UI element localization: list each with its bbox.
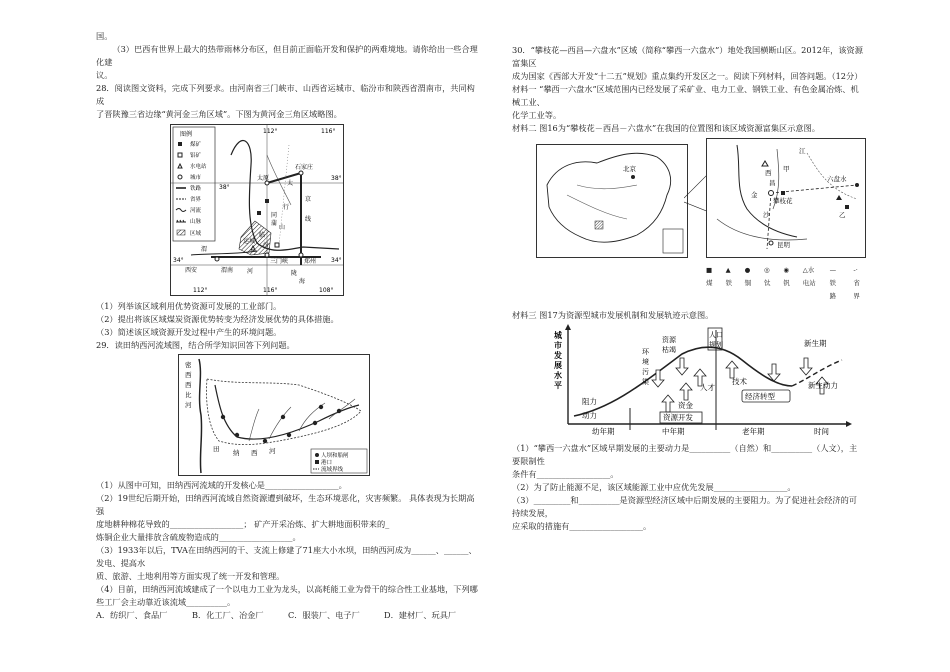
legend-item: 煤矿 — [190, 142, 202, 148]
beijing-marker — [631, 175, 635, 179]
q29-question: （3）1933年以后，TVA在田纳西河的干、支流上修建了71座大小水坝，田纳西河成为______、______、发电、提高水 — [96, 545, 477, 568]
q29-question: （4）目前，田纳西河流域建成了一个以电力工业为龙头，以高耗能工业为骨干的综合性工业基地，下列哪 — [96, 584, 478, 594]
coal-marker — [265, 199, 269, 203]
river — [577, 185, 637, 189]
material-1: 化学工业等。 — [512, 110, 562, 120]
map-label: 西 — [251, 449, 258, 457]
lon-label: 116° — [263, 287, 278, 294]
legend-label: 钒 — [783, 279, 790, 287]
chart-label: 枯竭 — [662, 346, 676, 354]
coal-icon — [178, 142, 182, 146]
q28-question: （3）简述该区域资源开发过程中产生的环境问题。 — [96, 327, 282, 337]
china-location-map — [536, 144, 688, 258]
city-marker — [265, 253, 269, 257]
city-label: 渭南 — [221, 267, 234, 274]
legend-item: 铝矿 — [190, 153, 202, 159]
legend-row — [706, 264, 864, 303]
port-icon — [315, 460, 319, 464]
resource-region-map-svg — [707, 139, 865, 257]
chart-label: 动力 — [582, 411, 597, 420]
yellow-river-map — [170, 124, 344, 296]
q28-question: （1）列举该区域利用优势资源可发展的工业部门。 — [96, 301, 282, 311]
map-label: 渭 — [201, 246, 208, 253]
jinsha-river — [737, 145, 797, 237]
lon-label: 116° — [321, 128, 336, 135]
lat-label: 34° — [173, 257, 184, 264]
city-label: 郑州 — [304, 258, 317, 265]
city-label: 北京 — [623, 165, 636, 173]
legend-label: 水电站 — [802, 266, 816, 287]
map-label: 西 — [185, 371, 192, 379]
q30-question: （1）“攀西一六盘水”区域早期发展的主要动力是__________（自然）和__________（人文），主要限制性 — [512, 443, 858, 466]
aluminum-marker — [275, 243, 279, 247]
river — [567, 195, 627, 219]
map-label: 蒲 — [271, 220, 278, 227]
yellow-river-map-svg — [171, 125, 343, 295]
chart-label: 新生期 — [804, 339, 827, 348]
y-axis-label — [553, 330, 563, 390]
city-marker — [299, 171, 303, 175]
map-label: 太 — [287, 180, 294, 187]
map-label: 汾 — [263, 242, 270, 249]
chart-label: 经济转型 — [745, 392, 775, 401]
legend-item: 水电站 — [190, 164, 207, 170]
text-line: 议。 — [96, 70, 113, 80]
map-label: 临 — [259, 232, 266, 239]
map-label: 沙 — [763, 211, 770, 219]
chart-label: 环 — [642, 348, 649, 356]
map-label: 甲 — [783, 165, 790, 173]
text-line: 国。 — [96, 31, 113, 41]
left-column — [96, 30, 478, 622]
legend-item: ▲铁 — [725, 266, 733, 287]
city-marker — [215, 257, 219, 261]
city-marker — [855, 183, 859, 187]
city-label: 昆明 — [777, 241, 790, 249]
y-axis-char: 展 — [554, 361, 562, 370]
city-label: 太原 — [257, 175, 270, 182]
lat-label: 38° — [331, 175, 342, 182]
q30-intro: 成为国家《西部大开发“十二五”规划》重点集约开发区之一。阅读下列材料，回答问题。（12分） — [512, 71, 863, 81]
map-label: 陇 — [291, 270, 298, 277]
phase-label: 老年期 — [742, 427, 765, 436]
city-label: 运城 — [243, 238, 256, 245]
map-label: 田 — [213, 445, 220, 453]
map-label: 昌 — [769, 179, 776, 187]
lon-label: 112° — [193, 287, 208, 294]
phase-label: 中年期 — [662, 427, 685, 436]
map-label: 线 — [305, 216, 312, 223]
map-label: 金 — [751, 191, 758, 199]
map-label: 西 — [185, 381, 192, 389]
map-label: 比 — [185, 391, 192, 399]
chart-label: 技术 — [732, 377, 747, 386]
y-axis-arrow — [565, 324, 571, 330]
up-arrow — [680, 383, 692, 400]
dam-icon — [263, 439, 267, 443]
q29-question: 炼铜企业大量排放含硫废物造成的__________________。 — [96, 532, 301, 542]
chart-label: 新生动力 — [808, 381, 838, 390]
panxi-region — [595, 221, 603, 229]
legend-item: △水电站 — [802, 266, 816, 287]
map-label: 山 — [279, 224, 286, 231]
chart-label: 人口 — [709, 331, 723, 339]
development-chart — [552, 324, 852, 436]
tennessee-river-map — [178, 354, 370, 476]
chart-label: 阻力 — [582, 397, 597, 406]
railway — [267, 173, 301, 183]
legend-title: 图例 — [180, 131, 193, 138]
text-line: （3）巴西有世界上最大的热带雨林分布区，但目前正面临开发和保护的两难境地。请你给出一些合理化建 — [96, 44, 478, 67]
legend-item: ◉钒 — [783, 266, 790, 287]
legend-item: ●铜 — [744, 266, 752, 287]
lat-label: 34° — [331, 257, 342, 264]
legend-item: 港口 — [321, 460, 333, 466]
y-axis-char: 市 — [554, 341, 562, 350]
dam-icon — [315, 453, 319, 457]
right-column — [512, 44, 864, 533]
legend-label: 铁路 — [829, 279, 837, 300]
city-label: 西安 — [185, 267, 198, 274]
map-label: 河 — [185, 401, 192, 409]
legend-item: 山脉 — [190, 219, 202, 225]
option-b: B．化工厂、冶金厂 — [192, 610, 264, 620]
q30-question: 应采取的措施有__________________。 — [512, 521, 652, 531]
legend-item: ◎钛 — [764, 266, 771, 287]
coal-marker — [781, 191, 785, 195]
chart-label: 资金 — [678, 401, 693, 410]
legend-item: 河流 — [190, 208, 202, 214]
city-label: 六盘水 — [827, 175, 847, 183]
dam-icon — [221, 415, 225, 419]
down-arrow — [800, 358, 812, 375]
up-arrow — [662, 395, 674, 412]
china-outline — [547, 153, 671, 242]
development-chart-svg — [552, 324, 852, 436]
river — [717, 219, 807, 240]
dam-icon — [337, 409, 341, 413]
q29-question: 质、旅游、土地利用等方面实现了统一开发和管理。 — [96, 571, 285, 581]
panxi-maps — [512, 138, 864, 268]
legend-label: 煤 — [706, 279, 713, 287]
q30-intro: 30．“攀枝花—西昌—六盘水”区域（简称“攀西一六盘水”）地处我国横断山区。2012年，该资源富集区 — [512, 45, 863, 68]
y-axis-char: 城 — [554, 331, 562, 340]
city-label: 攀枝花 — [773, 197, 793, 205]
map-label: 密 — [185, 361, 192, 369]
q30-question: （2）为了防止能源不足，该区域能源工业中应优先发展__________________。 — [512, 482, 796, 492]
map-label: 海 — [299, 278, 306, 285]
coal-marker — [257, 211, 261, 215]
map-label: 行 — [283, 204, 290, 211]
option-c: C．服装厂、电子厂 — [288, 610, 360, 620]
south-sea-inset — [663, 229, 683, 253]
q29-options — [96, 609, 478, 622]
down-arrow — [652, 370, 664, 387]
material-2: 材料二 图16为“攀枝花－西昌－六盘水”在我国的位置图和该区域资源富集区示意图。 — [512, 123, 820, 133]
y-axis-char: 水 — [554, 371, 562, 380]
legend-label: 铁 — [725, 279, 733, 287]
city-marker — [769, 241, 773, 245]
city-marker — [299, 253, 303, 257]
y-axis-char: 平 — [554, 381, 562, 390]
down-arrow — [676, 358, 688, 375]
lon-label: 112° — [263, 128, 278, 135]
q29-question: （1）从图中可知，田纳西河流域的开发核心是__________________。 — [96, 480, 347, 490]
lon-label: 108° — [319, 287, 334, 294]
coal-marker — [845, 205, 849, 209]
city-label: 三门峡 — [270, 258, 289, 265]
option-d: D．建材厂、玩具厂 — [384, 610, 457, 620]
x-axis-arrow — [846, 421, 852, 427]
x-axis-label: 时间 — [814, 427, 829, 436]
resource-region-map — [706, 138, 866, 258]
dam-icon — [281, 415, 285, 419]
region-icon — [177, 230, 185, 235]
y-axis-char: 发 — [554, 351, 562, 360]
option-a: A．纺织厂、食品厂 — [96, 610, 168, 620]
legend-item: ■煤 — [706, 266, 713, 287]
q30-question: （3）_________和__________是资源型经济区域中后期发展的主要阻力。为了促进社会经济的可持续发展， — [512, 495, 857, 518]
tributary — [249, 399, 355, 441]
chart-label: 规划 — [709, 341, 723, 349]
map-label: 乙 — [839, 211, 846, 219]
q30-question: 条件有__________________。 — [512, 469, 619, 479]
legend-item: 区域 — [190, 231, 202, 237]
chart-label: 资源开发 — [663, 413, 693, 422]
q28-question: （2）提出将该区域煤炭资源优势转变为经济发展优势的具体措施。 — [96, 314, 339, 324]
city-label: 石家庄 — [295, 164, 314, 171]
legend-item: 流域界线 — [321, 467, 344, 473]
legend-item: —铁路 — [829, 266, 837, 300]
up-arrow — [726, 361, 738, 378]
lat-label: 38° — [219, 184, 230, 191]
china-location-map-svg — [537, 145, 687, 257]
material-1: 材料一 “攀西一六盘水”区域范围内已经发展了采矿业、电力工业、钢铁工业、有色金属冶炼、机械工业、 — [512, 84, 859, 107]
phase-label: 幼年期 — [592, 427, 615, 436]
dam-icon — [313, 421, 317, 425]
map-label: 河 — [269, 447, 276, 455]
mississippi-river — [199, 359, 202, 473]
map-label: 河 — [247, 268, 254, 275]
material-3: 材料三 图17为资源型城市发展机制和发展轨迹示意图。 — [512, 310, 714, 320]
dam-icon — [287, 433, 291, 437]
tennessee-river-map-svg — [179, 355, 369, 475]
chart-label: 资源 — [662, 336, 676, 344]
city-marker — [769, 191, 774, 196]
q29-question: （2）19世纪后期开始，田纳西河流域自然资源遭到破坏，生态环境恶化，灾害频繁。 具体表现为长期高强 — [96, 493, 475, 516]
dam-icon — [235, 433, 239, 437]
legend-item: 城市 — [190, 175, 202, 181]
dam-icon — [319, 405, 323, 409]
q29-question: 度地耕种棉花导致的__________________； 矿产开采冶炼、扩大耕地面积带来的_ — [96, 519, 390, 529]
q28-intro: 了晋陕豫三省边缘“黄河金三角区域”。下图为黄河金三角区域略图。 — [96, 109, 342, 119]
legend-item: 省界 — [190, 197, 202, 203]
legend-label: 铜 — [744, 279, 752, 287]
map-label: 西 — [765, 169, 772, 177]
map-label: 江 — [799, 147, 806, 155]
chart-label: 境 — [642, 358, 649, 366]
legend-label: 省界 — [853, 279, 860, 300]
hydropower-marker — [762, 161, 768, 166]
map-label: 纳 — [233, 449, 240, 457]
map-label: 京 — [305, 196, 312, 203]
map-label: 同 — [271, 212, 278, 219]
chart-label: 染 — [642, 378, 649, 386]
q29-question: 些工厂会主动靠近该流域__________。 — [96, 597, 236, 607]
q29-intro: 29．读田纳西河流域图，结合所学知识回答下列问题。 — [96, 340, 295, 350]
legend-item: 铁路 — [190, 186, 202, 192]
legend-item: -·省界 — [853, 266, 860, 300]
legend-item: 人坝和船闸 — [321, 453, 349, 459]
legend-label: 钛 — [764, 279, 771, 287]
chart-label: 人才 — [700, 383, 715, 392]
iron-marker — [836, 195, 842, 200]
q28-intro: 28．阅读图文资料，完成下列要求。由河南省三门峡市、山西省运城市、临汾市和陕西省渭南市，共同构成 — [96, 83, 475, 106]
chart-label: 污 — [642, 368, 649, 376]
